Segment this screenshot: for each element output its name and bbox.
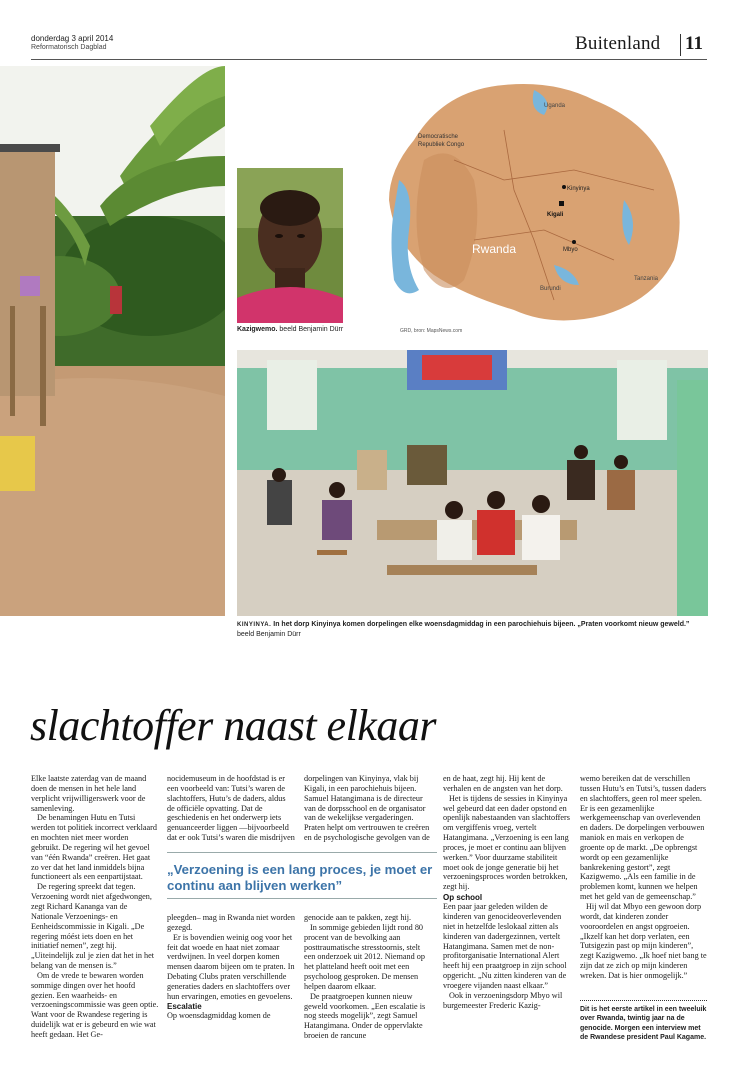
column-1 <box>31 774 159 1040</box>
portrait-caption-name: Kazigwemo. <box>237 326 278 333</box>
village-photo <box>0 66 225 616</box>
column-3-bottom <box>304 913 432 1041</box>
paragraph: Het is tijdens de sessies in Kinyinya wel gebeurd dat een dader opstond en openlijk nabestaanden van slachtoffers om vergiffenis vroeg, vertelt Hatangimana. „Verzoening is een lang proces, je moet er continu aan blijven werken.” Voor duurzame stabiliteit moet ook de jonge generatie bij het verzoeningsproces worden betrokken, zegt hij. <box>443 793 570 892</box>
map-label-burundi: Burundi <box>540 286 561 292</box>
paragraph: De benamingen Hutu en Tutsi werden tot politiek incorrect verklaard en mochten niet meer worden gebruikt. De regering wil het gevoel van “één Rwanda” creëren. Het gaat zo ver dat het land inmiddels bijna functioneert als een eenpartijstaat. <box>31 813 157 882</box>
series-note: Dit is het eerste artikel in een tweeluik over Rwanda, twintig jaar na de genocide. Morgen een interview met de Rwandese president Paul Kagame. <box>580 1000 707 1042</box>
map-label-rwanda: Rwanda <box>472 242 517 256</box>
map-label-uganda: Uganda <box>544 103 566 109</box>
paragraph: en de haat, zegt hij. Hij kent de verhalen en de angsten van het dorp. <box>443 774 563 793</box>
group-caption-credit: beeld Benjamin Dürr <box>237 631 301 638</box>
paragraph: Een paar jaar geleden wilden de kinderen van genocideoverlevenden niet in hetzelfde leslokaal zitten als kinderen van dadergezinnen, vertelt Hatangimana. Samen met de non-profitorganisatie International Alert heeft hij een praatgroep in zijn school opgericht. „Nu zitten kinderen van de vroegere vijanden naast elkaar.” <box>443 902 567 990</box>
paragraph: Ook in verzoeningsdorp Mbyo wil burgemeester Frederic Kazig- <box>443 990 563 1010</box>
map-label-kigali: Kigali <box>547 212 564 218</box>
header-section: Buitenland <box>575 33 661 54</box>
map-label-drc-1: Democratische <box>418 134 459 140</box>
map-label-drc-2: Republiek Congo <box>418 142 465 148</box>
paragraph: Om de vrede te bewaren worden sommige dingen over het hoofd gezien. Een waarheids- en verzoeningscommissie was geen optie. Want voor de Rwandese regering is duidelijk wat er is gebeurd en wie wat heeft gedaan. Het Ge- <box>31 970 159 1039</box>
pull-quote: „Verzoening is een lang proces, je moet er continu aan blijven werken” <box>167 862 433 893</box>
column-5 <box>580 774 707 981</box>
header-paper-name: Reformatorisch Dagblad <box>31 44 107 51</box>
group-meeting-photo <box>237 350 708 616</box>
paragraph: De regering spreekt dat tegen. Verzoening wordt niet afgedwongen, zegt Richard Kananga van de Nationale Verzoenings- en Eenheidscommissie in Kigali. „De regering móést iets doen en het initiatief nemen”, zegt hij. „Uiteindelijk zul je zien dat het in het belang van de mensen is.” <box>31 882 154 971</box>
paragraph: dorpelingen van Kinyinya, vlak bij Kigali, in een parochiehuis bijeen. Samuel Hatangimana is de directeur van de dorpsschool en de organisator van de wekelijkse vergaderingen. Praten helpt om vertrouwen te creëren en de psychologische gevolgen van de <box>304 774 430 843</box>
paragraph: wemo bereiken dat de verschillen tussen Hutu’s en Tutsi’s, tussen daders en slachtoffers, geen rol meer spelen. Er is een gezamenlijke werkgemeenschap van overlevenden en daders. De dorpelingen verbouwen maniok en mais en verkopen de groente op de markt. „De opbrengst wordt op een gezamenlijke bankrekening gestort”, zegt Kazigwemo. „Als een familie in de problemen komt, kunnen we helpen met het geld van de gemeenschap.” <box>580 774 707 902</box>
map-credit: GRD, bron: MapsNews.com <box>400 328 463 334</box>
group-caption-keyword: KINYINYA. <box>237 622 272 628</box>
paragraph: pleegden– mag in Rwanda niet worden gezegd. <box>167 913 296 932</box>
pull-quote-rule-bottom <box>167 898 437 899</box>
group-caption-text: In het dorp Kinyinya komen dorpelingen elke woensdagmiddag in een parochiehuis bijeen. „Praten voorkomt nieuw geweld.” <box>273 621 690 628</box>
paragraph: Hij wil dat Mbyo een gewoon dorp wordt, dat kinderen zonder vooroordelen en angst opgroeien. „Ikzelf kan het dorp verlaten, een Tutsigezin past op mijn kinderen”, zegt Kazigwemo. „Ik hoef niet bang te zijn dat ze zich op mijn kinderen wreken. Dat is hier onmogelijk.” <box>580 901 707 980</box>
paragraph: In sommige gebieden lijdt rond 80 procent van de bevolking aan posttraumatische stresstoornis, stelt een onderzoek uit 2012. Niemand op het platteland heeft ooit met een psycholoog gesproken. De mensen helpen daarom elkaar. <box>304 922 425 991</box>
header-page-number: 11 <box>685 33 703 54</box>
map-label-kinyinya: Kinyinya <box>567 186 590 192</box>
paragraph: De praatgroepen kunnen nieuw geweld voorkomen. „Een escalatie is nog steeds mogelijk”, zegt Samuel Hatangimana. Onder de oppervlakte broeien de rancune <box>304 991 426 1041</box>
paragraph: Elke laatste zaterdag van de maand doen de mensen in het hele land verplicht vrijwilligerswerk voor de samenleving. <box>31 774 147 813</box>
headline: slachtoffer naast elkaar <box>30 701 436 750</box>
map-label-tanzania: Tanzania <box>634 276 659 282</box>
paragraph: genocide aan te pakken, zegt hij. <box>304 913 412 922</box>
header-date: donderdag 3 april 2014 <box>31 34 114 43</box>
portrait-photo <box>237 168 343 323</box>
paragraph: Op woensdagmiddag komen de <box>167 1010 271 1020</box>
map-label-mbyo: Mbyo <box>563 247 578 253</box>
subheading-op-school: Op school <box>443 893 483 903</box>
pull-quote-rule-top <box>167 852 437 853</box>
rwanda-map <box>354 70 708 338</box>
header-rule <box>31 59 707 60</box>
column-2-top <box>167 774 295 843</box>
paragraph: Er is bovendien weinig oog voor het feit dat woede en haat niet zomaar verdwijnen. In veel dorpen komen mensen daarom bijeen om te praten. In Debating Clubs praten verschillende generaties daders en slachtoffers over hun ervaringen, emoties en gevoelens. <box>167 932 295 1001</box>
portrait-caption-credit: beeld Benjamin Dürr <box>279 326 344 333</box>
group-photo-caption <box>237 620 707 639</box>
portrait-caption <box>237 326 343 333</box>
header-separator <box>680 34 681 56</box>
paragraph: nocidemuseum in de hoofdstad is er een voorbeeld van: Tutsi’s waren de slachtoffers, Hutu’s de daders, aldus de officiële opvatting. Dat de geschiedenis en het onderwerp iets genuanceerder liggen —bijvoorbeeld dat er ook Tutsi’s waren die misdrijven <box>167 774 295 843</box>
column-2-bottom <box>167 913 295 1020</box>
column-3-top <box>304 774 432 843</box>
column-4 <box>443 774 571 1010</box>
subheading-escalatie: Escalatie <box>167 1001 202 1011</box>
